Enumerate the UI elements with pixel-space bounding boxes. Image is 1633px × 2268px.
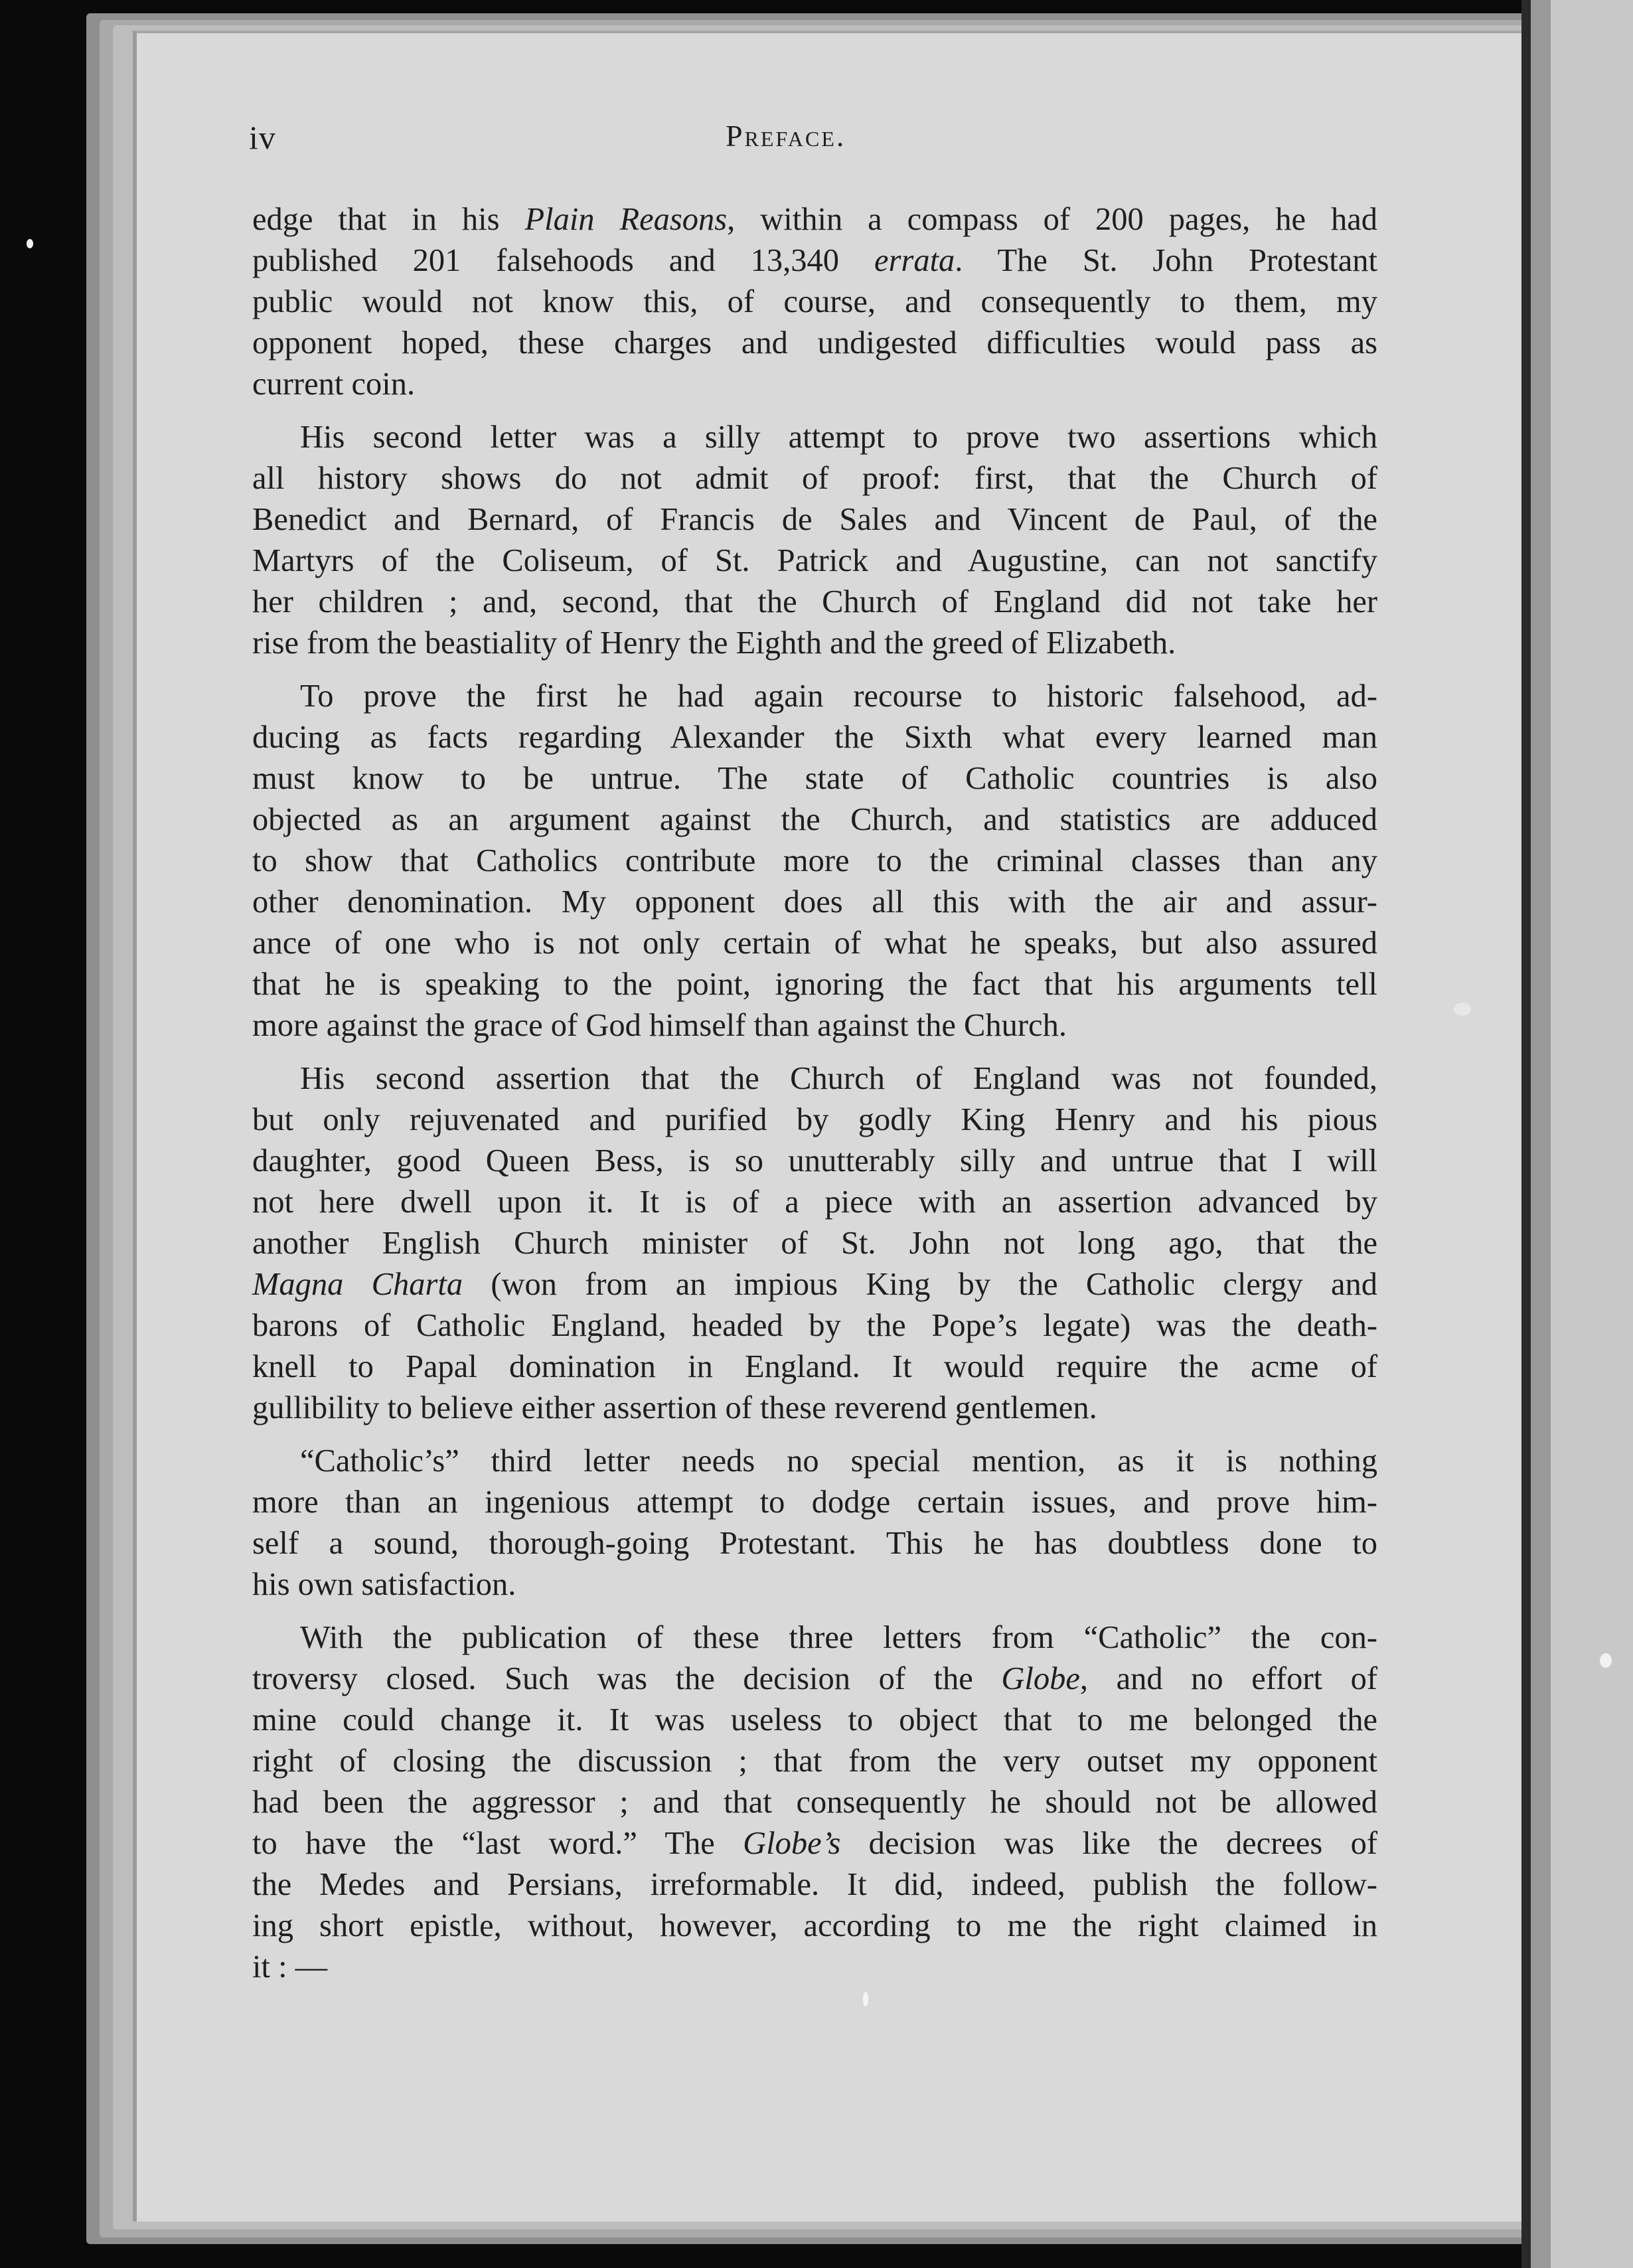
text-run: that he is speaking to the point, ignoring the fact that his arguments tell xyxy=(252,967,1377,1002)
text-run: published 201 falsehoods and 13,340 xyxy=(252,243,875,278)
text-run: ance of one who is not only certain of what he speaks, but also assured xyxy=(252,926,1377,961)
text-run: ing short epistle, without, however, according to me the right claimed in xyxy=(252,1908,1377,1943)
running-head xyxy=(249,118,1377,171)
text-line xyxy=(252,1523,1377,1564)
text-line xyxy=(252,364,1377,405)
text-line xyxy=(252,623,1377,664)
text-run: current coin. xyxy=(252,366,416,402)
text-run: right of closing the discussion ; that from the very outset my opponent xyxy=(252,1743,1377,1779)
text-line xyxy=(252,1223,1377,1264)
text-run: (won from an impious King by the Catholic clergy and xyxy=(463,1267,1378,1302)
paragraph xyxy=(252,417,1377,664)
scan-speck xyxy=(863,1992,868,2006)
scan-speck xyxy=(1600,1653,1612,1668)
text-line xyxy=(252,499,1377,540)
text-run: opponent hoped, these charges and undigested difficulties would pass as xyxy=(252,325,1377,361)
text-run: to have the “last word.” The xyxy=(252,1826,743,1861)
text-run: “Catholic’s” third letter needs no special mention, as it is nothing xyxy=(300,1443,1377,1479)
text-line xyxy=(252,1346,1377,1388)
text-line xyxy=(252,799,1377,841)
text-line xyxy=(252,882,1377,923)
scan-speck xyxy=(27,239,33,248)
text-line xyxy=(252,1564,1377,1605)
text-line xyxy=(252,923,1377,964)
text-run: his own satisfaction. xyxy=(252,1567,516,1602)
text-run: not here dwell upon it. It is of a piece with an assertion advanced by xyxy=(252,1184,1377,1220)
text-run: it : — xyxy=(252,1949,328,1984)
text-line xyxy=(252,1823,1377,1864)
text-run: gullibility to believe either assertion of these reverend gentlemen. xyxy=(252,1390,1097,1425)
italic-text: Globe xyxy=(1001,1661,1080,1696)
page-number: iv xyxy=(249,119,276,156)
text-run: another English Church minister of St. John not long ago, that the xyxy=(252,1226,1377,1261)
text-run: more than an ingenious attempt to dodge certain issues, and prove him- xyxy=(252,1485,1377,1520)
text-line xyxy=(252,199,1377,240)
text-run: His second letter was a silly attempt to prove two assertions which xyxy=(300,420,1377,455)
text-run: To prove the first he had again recourse to historic falsehood, ad- xyxy=(300,679,1377,714)
text-line xyxy=(252,1782,1377,1823)
text-run: decision was like the decrees of xyxy=(840,1826,1377,1861)
text-run: troversy closed. Such was the decision of the xyxy=(252,1661,1002,1696)
body-text xyxy=(252,199,1377,2000)
text-run: barons of Catholic England, headed by the Pope’s legate) was the death- xyxy=(252,1308,1377,1343)
text-line xyxy=(252,458,1377,499)
paragraph xyxy=(252,1058,1377,1429)
text-line xyxy=(252,282,1377,323)
text-run: must know to be untrue. The state of Catholic countries is also xyxy=(252,761,1377,796)
text-run: objected as an argument against the Church, and statistics are adduced xyxy=(252,802,1377,837)
text-line xyxy=(252,964,1377,1005)
text-run: the Medes and Persians, irreformable. It did, indeed, publish the follow- xyxy=(252,1867,1377,1902)
text-line xyxy=(252,1947,1377,1988)
text-line xyxy=(252,1058,1377,1099)
text-line xyxy=(252,417,1377,458)
italic-text: errata xyxy=(874,243,955,278)
text-run: all history shows do not admit of proof: first, that the Church of xyxy=(252,461,1377,496)
text-line xyxy=(252,1388,1377,1429)
text-run: Benedict and Bernard, of Francis de Sales and Vincent de Paul, of the xyxy=(252,502,1377,537)
text-line xyxy=(252,1700,1377,1741)
text-run: edge that in his xyxy=(252,202,525,237)
text-run: self a sound, thorough-going Protestant. This he has doubtless done to xyxy=(252,1526,1377,1561)
text-run: His second assertion that the Church of England was not founded, xyxy=(300,1061,1377,1096)
text-run: daughter, good Queen Bess, is so unutterably silly and untrue that I will xyxy=(252,1143,1377,1178)
text-line xyxy=(252,240,1377,282)
text-run: mine could change it. It was useless to object that to me belonged the xyxy=(252,1702,1377,1738)
text-line xyxy=(252,1741,1377,1782)
text-run: public would not know this, of course, and consequently to them, my xyxy=(252,284,1377,319)
italic-text: Magna Charta xyxy=(252,1267,463,1302)
text-run: her children ; and, second, that the Church of England did not take her xyxy=(252,584,1377,619)
text-line xyxy=(252,1182,1377,1223)
text-run: had been the aggressor ; and that consequently he should not be allowed xyxy=(252,1785,1377,1820)
text-line xyxy=(252,1441,1377,1482)
text-run: but only rejuvenated and purified by godly King Henry and his pious xyxy=(252,1102,1377,1137)
facing-page-shadow xyxy=(1531,0,1551,2268)
text-run: . The St. John Protestant xyxy=(955,243,1378,278)
text-line xyxy=(252,1099,1377,1141)
italic-text: Globe’s xyxy=(743,1826,841,1861)
text-line xyxy=(252,676,1377,717)
text-line xyxy=(252,540,1377,582)
text-line xyxy=(252,717,1377,758)
text-line xyxy=(252,1264,1377,1305)
text-run: knell to Papal domination in England. It would require the acme of xyxy=(252,1349,1377,1384)
scan-speck xyxy=(1454,1003,1471,1016)
italic-text: Plain Reasons xyxy=(524,202,728,237)
text-line xyxy=(252,841,1377,882)
text-line xyxy=(252,582,1377,623)
text-run: Martyrs of the Coliseum, of St. Patrick and Augustine, can not sanctify xyxy=(252,543,1377,578)
paragraph xyxy=(252,199,1377,405)
text-run: , and no effort of xyxy=(1079,1661,1377,1696)
book-gutter xyxy=(1521,0,1531,2268)
text-line xyxy=(252,1617,1377,1659)
text-run: rise from the beastiality of Henry the Eighth and the greed of Elizabeth. xyxy=(252,625,1176,661)
text-line xyxy=(252,758,1377,799)
text-line xyxy=(252,1005,1377,1046)
paragraph xyxy=(252,1441,1377,1605)
text-line xyxy=(252,1905,1377,1947)
text-run: ducing as facts regarding Alexander the Sixth what every learned man xyxy=(252,720,1377,755)
text-line xyxy=(252,1141,1377,1182)
text-run: more against the grace of God himself than against the Church. xyxy=(252,1008,1067,1043)
text-run: other denomination. My opponent does all this with the air and assur- xyxy=(252,884,1377,920)
running-title: Preface. xyxy=(726,119,846,153)
text-run: to show that Catholics contribute more to the criminal classes than any xyxy=(252,843,1377,878)
text-run: With the publication of these three letters from “Catholic” the con- xyxy=(300,1620,1377,1655)
text-line xyxy=(252,1305,1377,1346)
text-run: , within a compass of 200 pages, he had xyxy=(727,202,1378,237)
text-line xyxy=(252,323,1377,364)
text-line xyxy=(252,1482,1377,1523)
paragraph xyxy=(252,1617,1377,1988)
text-line xyxy=(252,1659,1377,1700)
paragraph xyxy=(252,676,1377,1046)
text-line xyxy=(252,1864,1377,1905)
